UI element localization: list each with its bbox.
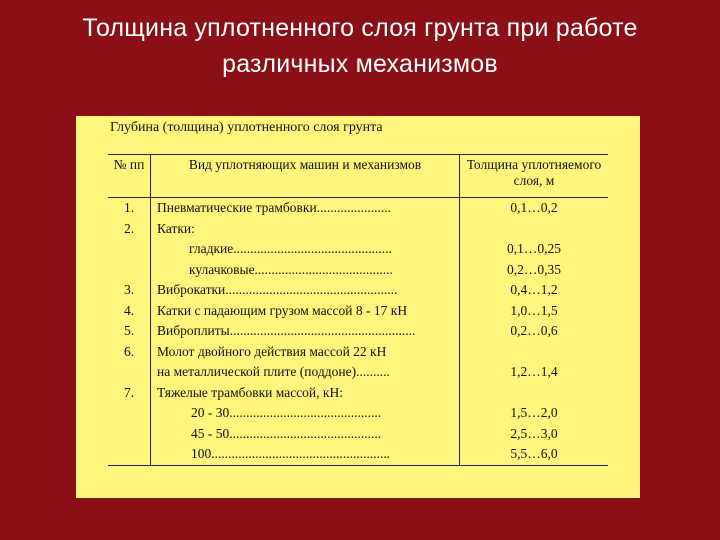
row-number [108,260,151,281]
row-number [108,403,151,424]
row-machine-label: 45 - 50............................................. [191,425,382,441]
table-row [108,342,608,363]
row-machine-name [151,342,460,363]
row-number [108,239,151,260]
row-machine-name [151,239,460,260]
row-number: 7. [108,383,151,404]
row-thickness: 1,0…1,5 [510,302,558,318]
row-thickness: 0,1…0,25 [507,241,561,257]
row-number: 1. [108,198,151,219]
header-num: № пп [108,155,151,198]
row-machine-name [151,424,460,445]
row-machine-name [151,301,460,322]
row-machine-name [151,280,460,301]
row-machine-name [151,260,460,281]
row-machine-label: Пневматические трамбовки...................... [157,200,391,216]
table-body [108,198,608,466]
table-row [108,424,608,445]
row-number [108,424,151,445]
document-image [76,116,640,498]
header-machine: Вид уплотняющих машин и механизмов [151,155,460,198]
row-machine-name [151,403,460,424]
slide-title-line-2: различных механизмов [222,50,498,78]
row-machine-name [151,219,460,240]
row-machine-name [151,383,460,404]
row-machine-name [151,444,460,465]
table-row [108,383,608,404]
row-thickness [460,383,609,404]
row-machine-label: Катки с падающим грузом массой 8 - 17 кН [157,302,408,318]
row-machine-label: гладкие............................................... [189,241,392,257]
row-thickness: 0,4…1,2 [510,282,558,298]
row-machine-name [151,362,460,383]
table-row [108,219,608,240]
row-thickness: 2,5…3,0 [510,425,558,441]
row-machine-label: Катки: [157,220,195,236]
row-thickness: 0,2…0,6 [510,323,558,339]
row-thickness [460,342,609,363]
row-thickness: 1,2…1,4 [510,364,558,380]
table-row [108,321,608,342]
row-thickness: 5,5…6,0 [460,444,609,465]
row-thickness: 1,5…2,0 [510,405,558,421]
table-row [108,198,608,219]
table-row [108,301,608,322]
table-header-row [108,155,608,198]
row-number: 6. [108,342,151,363]
table-row [108,280,608,301]
row-number [108,362,151,383]
table-row [108,444,608,465]
compaction-table [108,154,608,466]
row-number [108,444,151,465]
row-machine-label: Виброплиты....................................................... [157,323,416,339]
row-machine-label: Тяжелые трамбовки массой, кН: [157,384,343,400]
row-machine-name [151,198,460,219]
slide-title-line-1: Толщина уплотненного слоя грунта при работе [82,14,638,42]
table-row [108,362,608,383]
row-machine-label: на металлической плите (поддоне).......... [157,364,390,380]
row-thickness [460,219,609,240]
row-number: 4. [108,301,151,322]
row-machine-label: Молот двойного действия массой 22 кН [157,343,387,359]
row-machine-name [151,321,460,342]
table-row [108,260,608,281]
row-thickness: 0,1…0,2 [510,200,558,216]
row-thickness: 0,2…0,35 [507,261,561,277]
row-machine-label: кулачковые......................................... [189,261,393,277]
row-machine-label: Виброкатки................................................... [157,282,398,298]
row-machine-label: 20 - 30............................................. [191,405,382,421]
table-row [108,239,608,260]
slide-title [0,10,720,82]
row-number: 5. [108,321,151,342]
document-heading: Глубина (толщина) уплотненного слоя грунта [110,120,383,135]
row-number: 2. [108,219,151,240]
table-row [108,403,608,424]
header-thickness: Толщина уплотняемого слоя, м [460,155,609,198]
row-number: 3. [108,280,151,301]
row-machine-label: 100..................................................... [191,446,391,462]
